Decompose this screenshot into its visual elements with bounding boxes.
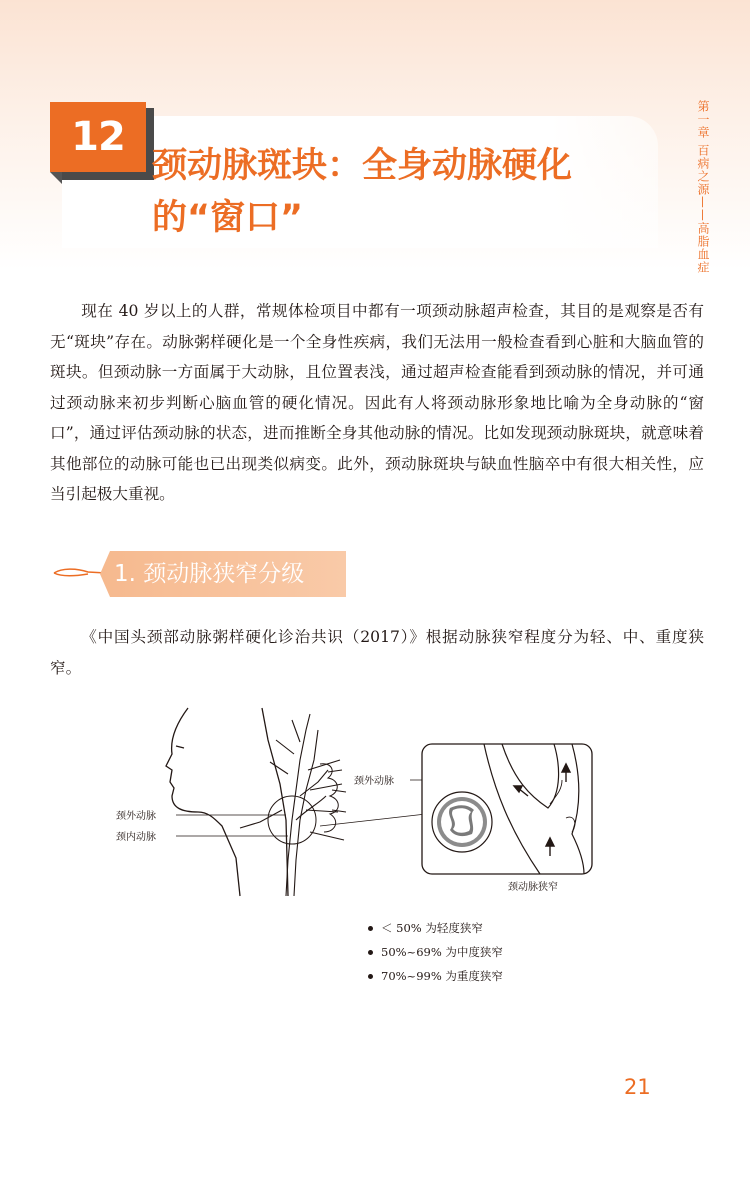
head-neck-outline xyxy=(166,708,288,896)
intro-paragraph: 现在 40 岁以上的人群，常规体检项目中都有一项颈动脉超声检查，其目的是观察是否有无“斑块”存在。动脉粥样硬化是一个全身性疾病，我们无法用一般检查看到心脏和大脑血管的斑块。但颈动脉一方面属于大动脉，且位置表浅，通过超声检查能看到颈动脉的情况，并可通过颈动脉来初步判断心脑血管的硬化情况。因此有人将颈动脉形象地比喻为全身动脉的“窗口”，通过评估颈动脉的状态，进而推断全身其他动脉的情况。比如发现颈动脉斑块，就意味着其他部位的动脉可能也已出现类似病变。此外，颈动脉斑块与缺血性脑卒中有很大相关性，应当引起极大重视。 xyxy=(50,302,704,503)
artery-tree-drawing xyxy=(240,714,344,896)
label-external-carotid-left: 颈外动脉 xyxy=(116,811,156,822)
legend-item xyxy=(368,964,503,988)
cross-section-icon xyxy=(432,792,492,852)
bullet-icon xyxy=(368,974,373,979)
classification-paragraph: 《中国头颈部动脉粥样硬化诊治共识（2017）》根据动脉狭窄程度分为轻、中、重度狭窄。 xyxy=(50,628,704,677)
page-title-line2: 的“窗口” xyxy=(152,198,304,238)
chapter-side-tab: 第一章 百病之源——高脂血症 xyxy=(696,100,710,274)
legend-severe: 70%~99% 为重度狭窄 xyxy=(381,969,503,983)
legend-mild: ＜ 50% 为轻度狭窄 xyxy=(381,921,483,935)
label-internal-carotid-left: 颈内动脉 xyxy=(116,832,156,843)
section-heading: 1. 颈动脉狭窄分级 xyxy=(114,561,305,587)
label-stenosis: 颈动脉狭窄 xyxy=(508,882,558,893)
page-title xyxy=(152,140,672,244)
bullet-icon xyxy=(368,950,373,955)
label-external-carotid-top: 颈外动脉 xyxy=(354,776,394,787)
legend-item xyxy=(368,940,503,964)
bullet-icon xyxy=(368,926,373,931)
number-badge-fold xyxy=(50,172,62,184)
legend-item xyxy=(368,916,503,940)
chapter-number-badge: 12 xyxy=(50,102,146,172)
page-title-line1: 颈动脉斑块：全身动脉硬化 xyxy=(152,146,573,186)
stenosis-legend xyxy=(368,916,503,988)
page-number: 21 xyxy=(624,1075,651,1099)
carotid-illustration xyxy=(110,700,610,900)
legend-moderate: 50%~69% 为中度狭窄 xyxy=(381,945,503,959)
